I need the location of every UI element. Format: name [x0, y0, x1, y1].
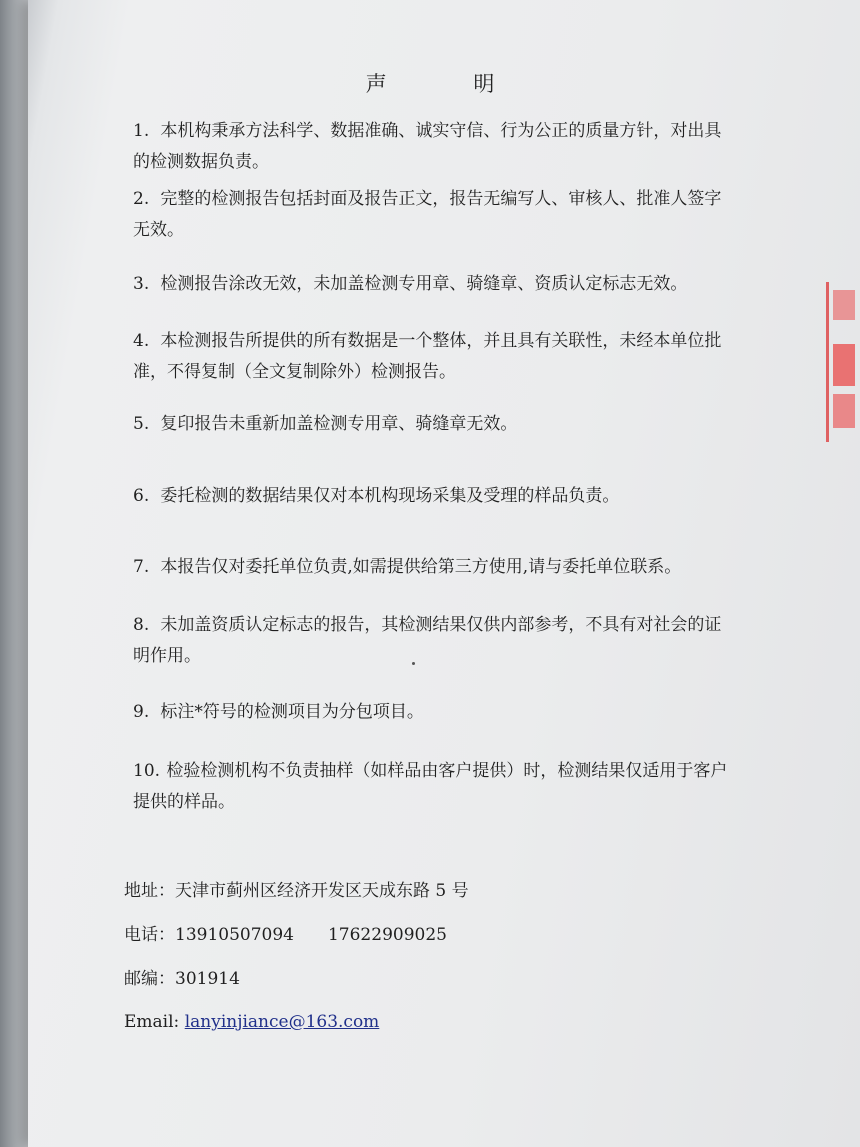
phone-label: 电话： [124, 925, 175, 945]
clause-number: 8. [133, 615, 150, 635]
email-link[interactable]: lanyinjiance@163.com [184, 1012, 380, 1032]
stamp-mark [833, 394, 855, 428]
clause-number: 5. [133, 414, 150, 434]
clause-number: 4. [133, 331, 150, 351]
binding-spine [0, 0, 28, 1147]
address-line [124, 876, 469, 901]
clause-4 [133, 326, 733, 388]
postcode-line [124, 964, 240, 989]
clause-text: 本检测报告所提供的所有数据是一个整体，并且具有关联性，未经本单位批准，不得复制（全文复制除外）检测报告。 [133, 331, 722, 382]
clause-1 [133, 116, 733, 178]
clause-number: 3. [133, 274, 150, 294]
clause-number: 10. [133, 761, 161, 781]
clause-8 [133, 610, 733, 672]
clause-2 [133, 184, 733, 246]
phone-1: 13910507094 [175, 925, 294, 945]
clause-number: 1. [133, 121, 150, 141]
clause-text: 完整的检测报告包括封面及报告正文，报告无编写人、审核人、批准人签字无效。 [133, 189, 722, 240]
email-line [124, 1012, 379, 1032]
clause-10 [133, 756, 733, 818]
phone-2: 17622909025 [327, 925, 447, 945]
clause-text: 本机构秉承方法科学、数据准确、诚实守信、行为公正的质量方针，对出具的检测数据负责。 [133, 121, 722, 172]
clause-5 [133, 409, 733, 440]
clause-text: 委托检测的数据结果仅对本机构现场采集及受理的样品负责。 [160, 486, 620, 506]
clause-6 [133, 481, 733, 512]
clause-7 [133, 552, 733, 583]
clause-3 [133, 269, 733, 300]
clause-text: 复印报告未重新加盖检测专用章、骑缝章无效。 [160, 414, 518, 434]
clause-text: 标注*符号的检测项目为分包项目。 [160, 702, 424, 722]
stamp-mark [833, 290, 855, 320]
clause-number: 7. [133, 557, 150, 577]
clause-number: 6. [133, 486, 150, 506]
clause-number: 2. [133, 189, 150, 209]
seal-stamp-edge [826, 282, 859, 442]
clause-text: 本报告仅对委托单位负责,如需提供给第三方使用,请与委托单位联系。 [160, 557, 682, 577]
address-value: 天津市蓟州区经济开发区天成东路 5 号 [175, 881, 469, 901]
clause-text: 检验检测机构不负责抽样（如样品由客户提供）时，检测结果仅适用于客户提供的样品。 [133, 761, 728, 812]
stamp-mark [833, 344, 855, 386]
clause-text: 检测报告涂改无效，未加盖检测专用章、骑缝章、资质认定标志无效。 [160, 274, 688, 294]
email-label: Email: [124, 1012, 180, 1032]
phone-line [124, 920, 447, 945]
postcode-value: 301914 [175, 969, 240, 989]
ink-dot [412, 662, 415, 665]
clause-9 [133, 697, 733, 728]
address-label: 地址： [124, 881, 175, 901]
postcode-label: 邮编： [124, 969, 175, 989]
page-title: 声 明 [365, 72, 535, 96]
clause-number: 9. [133, 702, 150, 722]
clause-text: 未加盖资质认定标志的报告，其检测结果仅供内部参考，不具有对社会的证明作用。 [133, 615, 722, 666]
